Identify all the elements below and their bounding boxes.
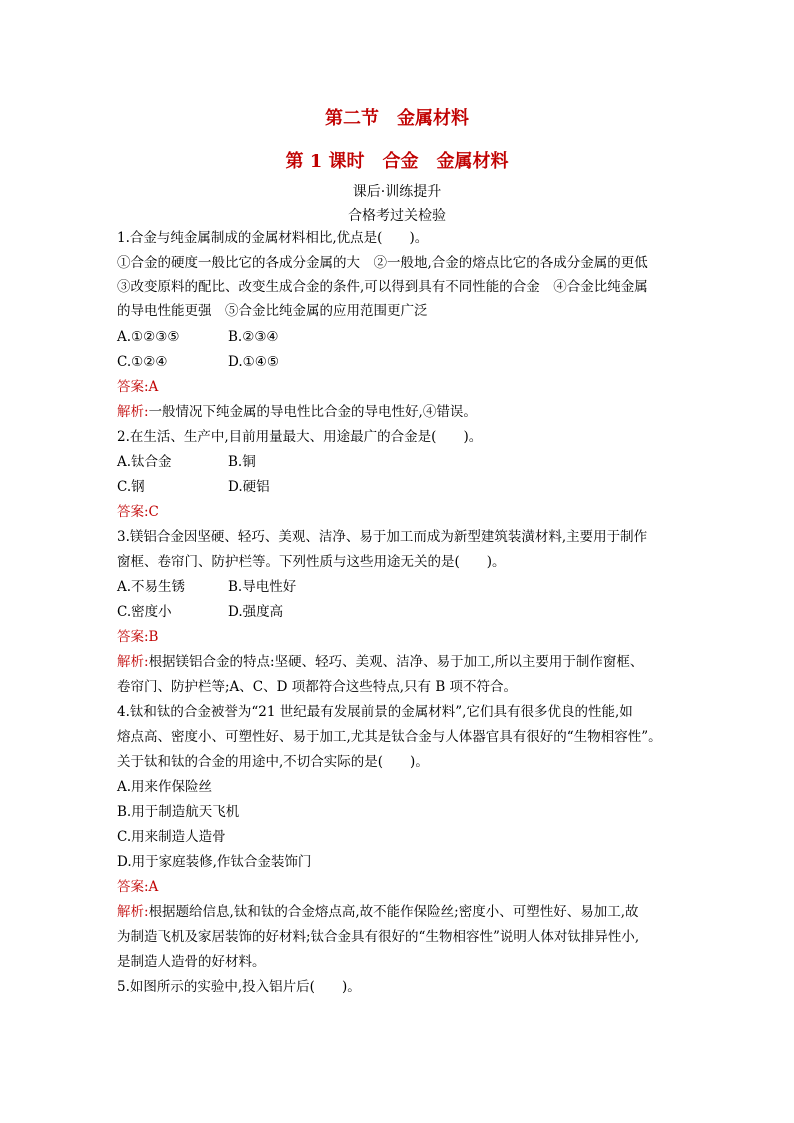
analysis-text: 一般情况下纯金属的导电性比合金的导电性好,④错误。 xyxy=(148,404,477,420)
q1-statement-line2: ③改变原料的配比、改变生成合金的条件,可以得到具有不同性能的合金 ④合金比纯金属 xyxy=(117,279,648,295)
q4-stem-line1: 4.钛和钛的合金被誉为“21 世纪最有发展前景的金属材料”,它们具有很多优良的性能,如 xyxy=(117,704,633,720)
q3-stem-line1: 3.镁铝合金因坚硬、轻巧、美观、洁净、易于加工而成为新型建筑装潢材料,主要用于制作 xyxy=(117,529,648,545)
q4-option-b: B.用于制造航天飞机 xyxy=(117,804,240,820)
q3-option-c: C.密度小 xyxy=(117,604,172,620)
q5-stem: 5.如图所示的实验中,投入铝片后( )。 xyxy=(117,979,361,995)
q2-option-d: D.硬铝 xyxy=(228,479,270,495)
q1-option-a: A.①②③⑤ xyxy=(117,329,180,345)
q3-analysis-line2: 卷帘门、防护栏等;A、C、D 项都符合这些特点,只有 B 项不符合。 xyxy=(117,679,518,695)
q4-stem-line3: 关于钛和钛的合金的用途中,不切合实际的是( )。 xyxy=(117,754,429,770)
q2-option-b: B.铜 xyxy=(228,454,256,470)
analysis-label: 解析: xyxy=(117,654,149,670)
analysis-label: 解析: xyxy=(117,404,149,420)
exercise-subtitle: 课后·训练提升 xyxy=(352,184,442,200)
q4-answer: 答案:A xyxy=(117,879,159,895)
exercise-level: 合格考过关检验 xyxy=(348,208,446,224)
q1-option-c: C.①②④ xyxy=(117,354,168,370)
q3-answer: 答案:B xyxy=(117,629,159,645)
q4-analysis-line2: 为制造飞机及家居装饰的好材料;钛合金具有很好的“生物相容性”说明人体对钛排异性小, xyxy=(117,929,640,945)
lesson-title: 第 1 课时 合金 金属材料 xyxy=(285,151,509,172)
q2-option-a: A.钛合金 xyxy=(117,454,172,470)
q1-analysis xyxy=(117,403,477,421)
q1-option-b: B.②③④ xyxy=(228,329,279,345)
q2-option-c: C.钢 xyxy=(117,479,145,495)
section-title: 第二节 金属材料 xyxy=(325,108,469,129)
q1-option-d: D.①④⑤ xyxy=(228,354,279,370)
analysis-text: 根据题给信息,钛和钛的合金熔点高,故不能作保险丝;密度小、可塑性好、易加工,故 xyxy=(148,904,639,920)
q2-answer: 答案:C xyxy=(117,504,159,520)
analysis-label: 解析: xyxy=(117,904,149,920)
q1-statement-line3: 的导电性能更强 ⑤合金比纯金属的应用范围更广泛 xyxy=(117,303,428,319)
q4-analysis-line1 xyxy=(117,903,638,921)
analysis-text: 根据镁铝合金的特点:坚硬、轻巧、美观、洁净、易于加工,所以主要用于制作窗框、 xyxy=(148,654,644,670)
q3-option-a: A.不易生锈 xyxy=(117,579,186,595)
q3-option-b: B.导电性好 xyxy=(228,579,297,595)
q4-option-d: D.用于家庭装修,作钛合金装饰门 xyxy=(117,854,312,870)
q3-option-d: D.强度高 xyxy=(228,604,284,620)
q2-stem: 2.在生活、生产中,目前用量最大、用途最广的合金是( )。 xyxy=(117,429,483,445)
q4-option-a: A.用来作保险丝 xyxy=(117,779,213,795)
q1-statement-line1: ①合金的硬度一般比它的各成分金属的大 ②一般地,合金的熔点比它的各成分金属的更低 xyxy=(117,255,648,271)
q4-option-c: C.用来制造人造骨 xyxy=(117,829,226,845)
q4-analysis-line3: 是制造人造骨的好材料。 xyxy=(117,954,266,970)
q1-stem: 1.合金与纯金属制成的金属材料相比,优点是( )。 xyxy=(117,230,429,246)
q4-stem-line2: 熔点高、密度小、可塑性好、易于加工,尤其是钛合金与人体器官具有很好的“生物相容性”。 xyxy=(117,729,662,745)
q1-answer: 答案:A xyxy=(117,379,159,395)
q3-analysis-line1 xyxy=(117,653,643,671)
q3-stem-line2: 窗框、卷帘门、防护栏等。下列性质与这些用途无关的是( )。 xyxy=(117,554,506,570)
